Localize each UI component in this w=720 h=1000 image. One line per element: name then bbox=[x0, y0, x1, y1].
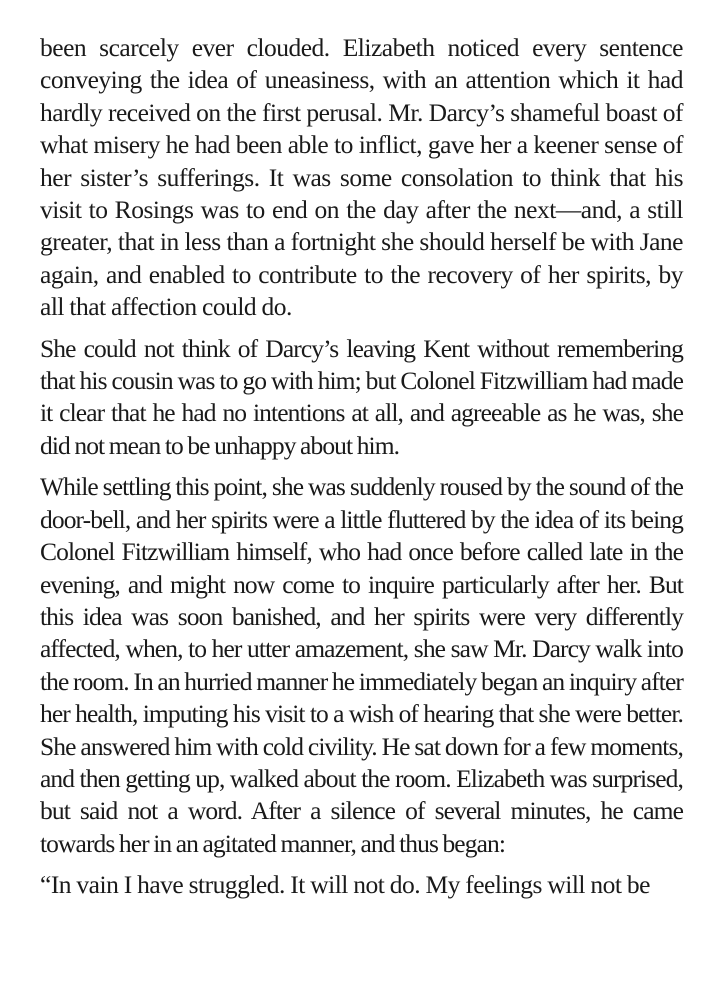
paragraph-2: She could not think of Darcy’s leaving Kent without remembering that his cousin was to go with him; but Colonel Fitzwilliam had made it clear that he had no intentions at all, and agreeable as he was, she did not mean to be unhappy about him. bbox=[40, 333, 683, 460]
book-page bbox=[40, 32, 683, 902]
paragraph-1: been scarcely ever clouded. Elizabeth noticed every sentence conveying the idea of uneasiness, with an attention which it had hardly received on the first perusal. Mr. Darcy’s shameful boast of what misery he had been able to inflict, gave her a keener sense of her sister’s sufferings. It was some consolation to think that his visit to Rosings was to end on the day after the next—and, a still greater, that in less than a fortnight she should herself be with Jane again, and enabled to contribute to the recovery of her spirits, by all that affection could do. bbox=[40, 33, 683, 322]
paragraph-4: “In vain I have struggled. It will not do. My feelings will not be bbox=[40, 870, 650, 900]
paragraph-3: While settling this point, she was suddenly roused by the sound of the door-bell, and her spirits were a little fluttered by the idea of its being Colonel Fitzwilliam himself, who had once before called late in the evening, and might now come to inquire particularly after her. But this idea was soon banished, and her spirits were very differently affected, when, to her utter amazement, she saw Mr. Darcy walk into the room. In an hurried manner he immediately began an inquiry after her health, imputing his visit to a wish of hearing that she were better. She answered him with cold civility. He sat down for a few moments, and then getting up, walked about the room. Elizabeth was surprised, but said not a word. After a silence of several minutes, he came towards her in an agitated manner, and thus began: bbox=[40, 472, 683, 858]
